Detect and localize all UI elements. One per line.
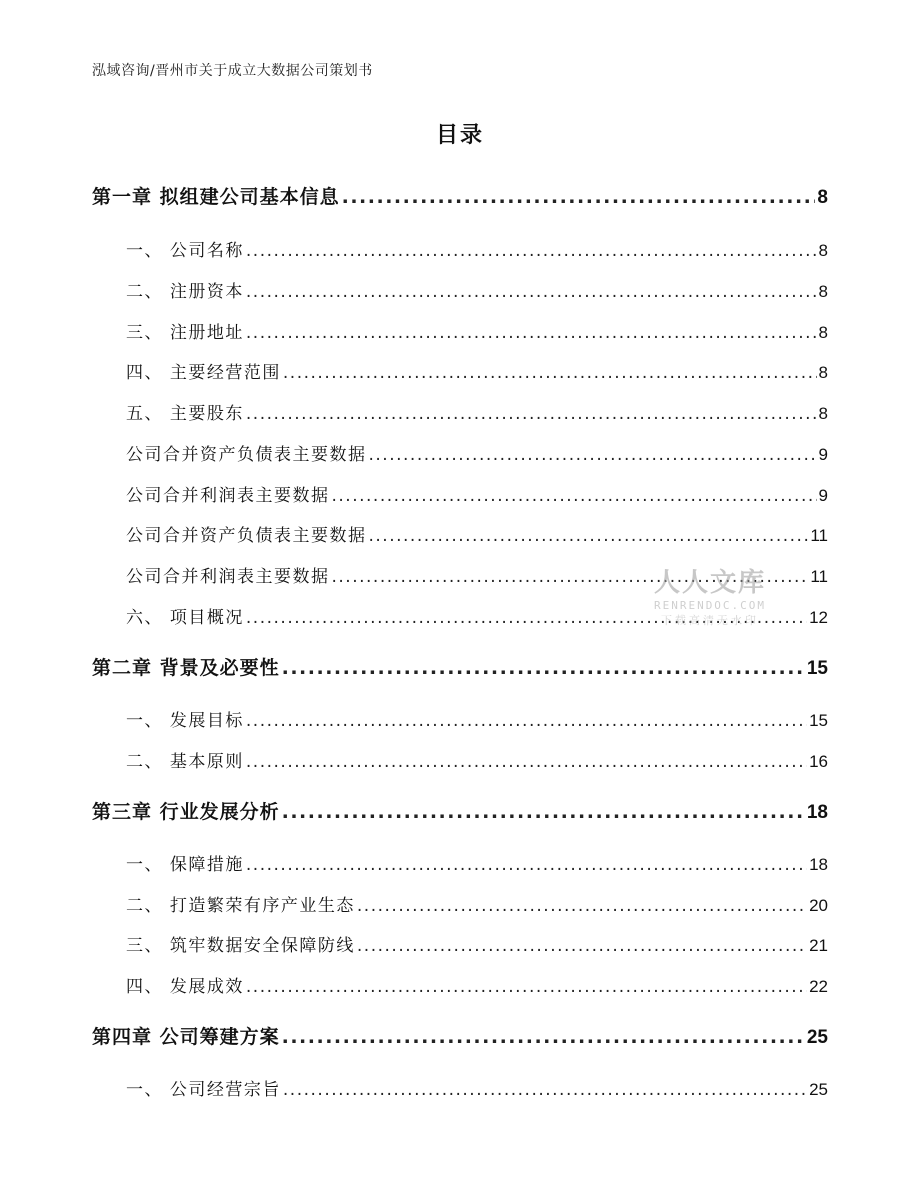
dot-leader — [246, 323, 817, 343]
toc-chapter-3[interactable] — [92, 797, 828, 824]
toc-entry[interactable] — [92, 891, 828, 916]
toc-page-number: 12 — [809, 608, 828, 627]
toc-page-number: 16 — [809, 752, 828, 771]
toc-label: 二、 注册资本 — [126, 282, 244, 302]
toc-label: 五、 主要股东 — [126, 404, 244, 424]
toc-label: 一、 保障措施 — [126, 855, 244, 875]
toc-entry[interactable] — [92, 706, 828, 731]
toc-label: 三、 注册地址 — [126, 323, 244, 343]
dot-leader — [357, 936, 807, 956]
toc-entry[interactable] — [92, 747, 828, 772]
dot-leader — [246, 404, 817, 424]
toc-page-number: 8 — [818, 241, 828, 260]
toc-page-number: 25 — [806, 1027, 828, 1048]
toc-label: 第一章 拟组建公司基本信息 — [92, 186, 340, 208]
toc-page-number: 21 — [809, 936, 828, 955]
toc-label: 六、 项目概况 — [126, 608, 244, 628]
toc-chapter-4[interactable] — [92, 1022, 828, 1049]
toc-page-number: 11 — [810, 567, 828, 586]
toc-label: 二、 基本原则 — [126, 752, 244, 772]
dot-leader — [246, 241, 817, 261]
toc-page-number: 22 — [809, 977, 828, 996]
watermark-title: 人人文库 — [653, 568, 766, 598]
dot-leader — [282, 801, 805, 823]
toc-page-number: 20 — [809, 896, 828, 915]
watermark-domain: RENRENDOC.COM — [653, 599, 767, 612]
dot-leader — [246, 282, 817, 302]
toc-label: 公司合并利润表主要数据 — [126, 486, 330, 506]
toc-entry[interactable] — [92, 236, 828, 261]
toc-page-number: 25 — [809, 1080, 828, 1099]
watermark-subtitle: 下载高清无水印 — [661, 614, 759, 627]
toc-label: 一、 公司经营宗旨 — [126, 1080, 281, 1100]
toc-entry[interactable] — [92, 318, 828, 343]
dot-leader — [246, 977, 807, 997]
toc-label: 第三章 行业发展分析 — [92, 801, 280, 823]
toc-label: 第二章 背景及必要性 — [92, 657, 280, 679]
dot-leader — [342, 186, 816, 208]
toc-label: 一、 公司名称 — [126, 241, 244, 261]
toc-label: 公司合并资产负债表主要数据 — [126, 445, 367, 465]
toc-label: 公司合并利润表主要数据 — [126, 567, 330, 587]
toc-label: 公司合并资产负债表主要数据 — [126, 526, 367, 546]
dot-leader — [282, 657, 805, 679]
watermark — [640, 562, 780, 628]
toc-page-number: 8 — [818, 404, 828, 423]
toc-page-number: 8 — [818, 323, 828, 342]
toc-page-number: 18 — [809, 855, 828, 874]
toc-label: 三、 筑牢数据安全保障防线 — [126, 936, 355, 956]
toc-label: 四、 发展成效 — [126, 977, 244, 997]
toc-page-number: 15 — [809, 711, 828, 730]
dot-leader — [246, 855, 807, 875]
toc-page-number: 15 — [806, 658, 828, 679]
dot-leader — [246, 752, 807, 772]
toc-page-number: 9 — [818, 486, 828, 505]
dot-leader — [369, 526, 809, 546]
toc-entry[interactable] — [92, 521, 828, 546]
toc-label: 第四章 公司筹建方案 — [92, 1026, 280, 1048]
dot-leader — [369, 445, 817, 465]
toc-label: 一、 发展目标 — [126, 711, 244, 731]
dot-leader — [283, 1080, 807, 1100]
dot-leader — [332, 486, 817, 506]
toc-label: 四、 主要经营范围 — [126, 363, 281, 383]
toc-page-number: 9 — [818, 445, 828, 464]
dot-leader — [357, 896, 807, 916]
toc-entry[interactable] — [92, 1075, 828, 1100]
toc-entry[interactable] — [92, 358, 828, 383]
running-header: 泓域咨询/晋州市关于成立大数据公司策划书 — [92, 63, 373, 79]
toc-page-number: 11 — [810, 526, 828, 545]
toc-entry[interactable] — [92, 440, 828, 465]
toc-chapter-2[interactable] — [92, 653, 828, 680]
toc-chapter-1[interactable] — [92, 182, 828, 209]
toc-page-number: 8 — [817, 187, 828, 208]
toc-entry[interactable] — [92, 277, 828, 302]
dot-leader — [282, 1026, 805, 1048]
toc-entry[interactable] — [92, 850, 828, 875]
toc-entry[interactable] — [92, 931, 828, 956]
toc-entry[interactable] — [92, 481, 828, 506]
dot-leader — [246, 711, 807, 731]
toc-page-number: 18 — [806, 802, 828, 823]
toc-page-number: 8 — [818, 282, 828, 301]
toc-entry[interactable] — [92, 399, 828, 424]
page-title: 目录 — [435, 123, 484, 148]
toc-label: 二、 打造繁荣有序产业生态 — [126, 896, 355, 916]
toc-entry[interactable] — [92, 972, 828, 997]
dot-leader — [283, 363, 817, 383]
toc-page-number: 8 — [818, 363, 828, 382]
